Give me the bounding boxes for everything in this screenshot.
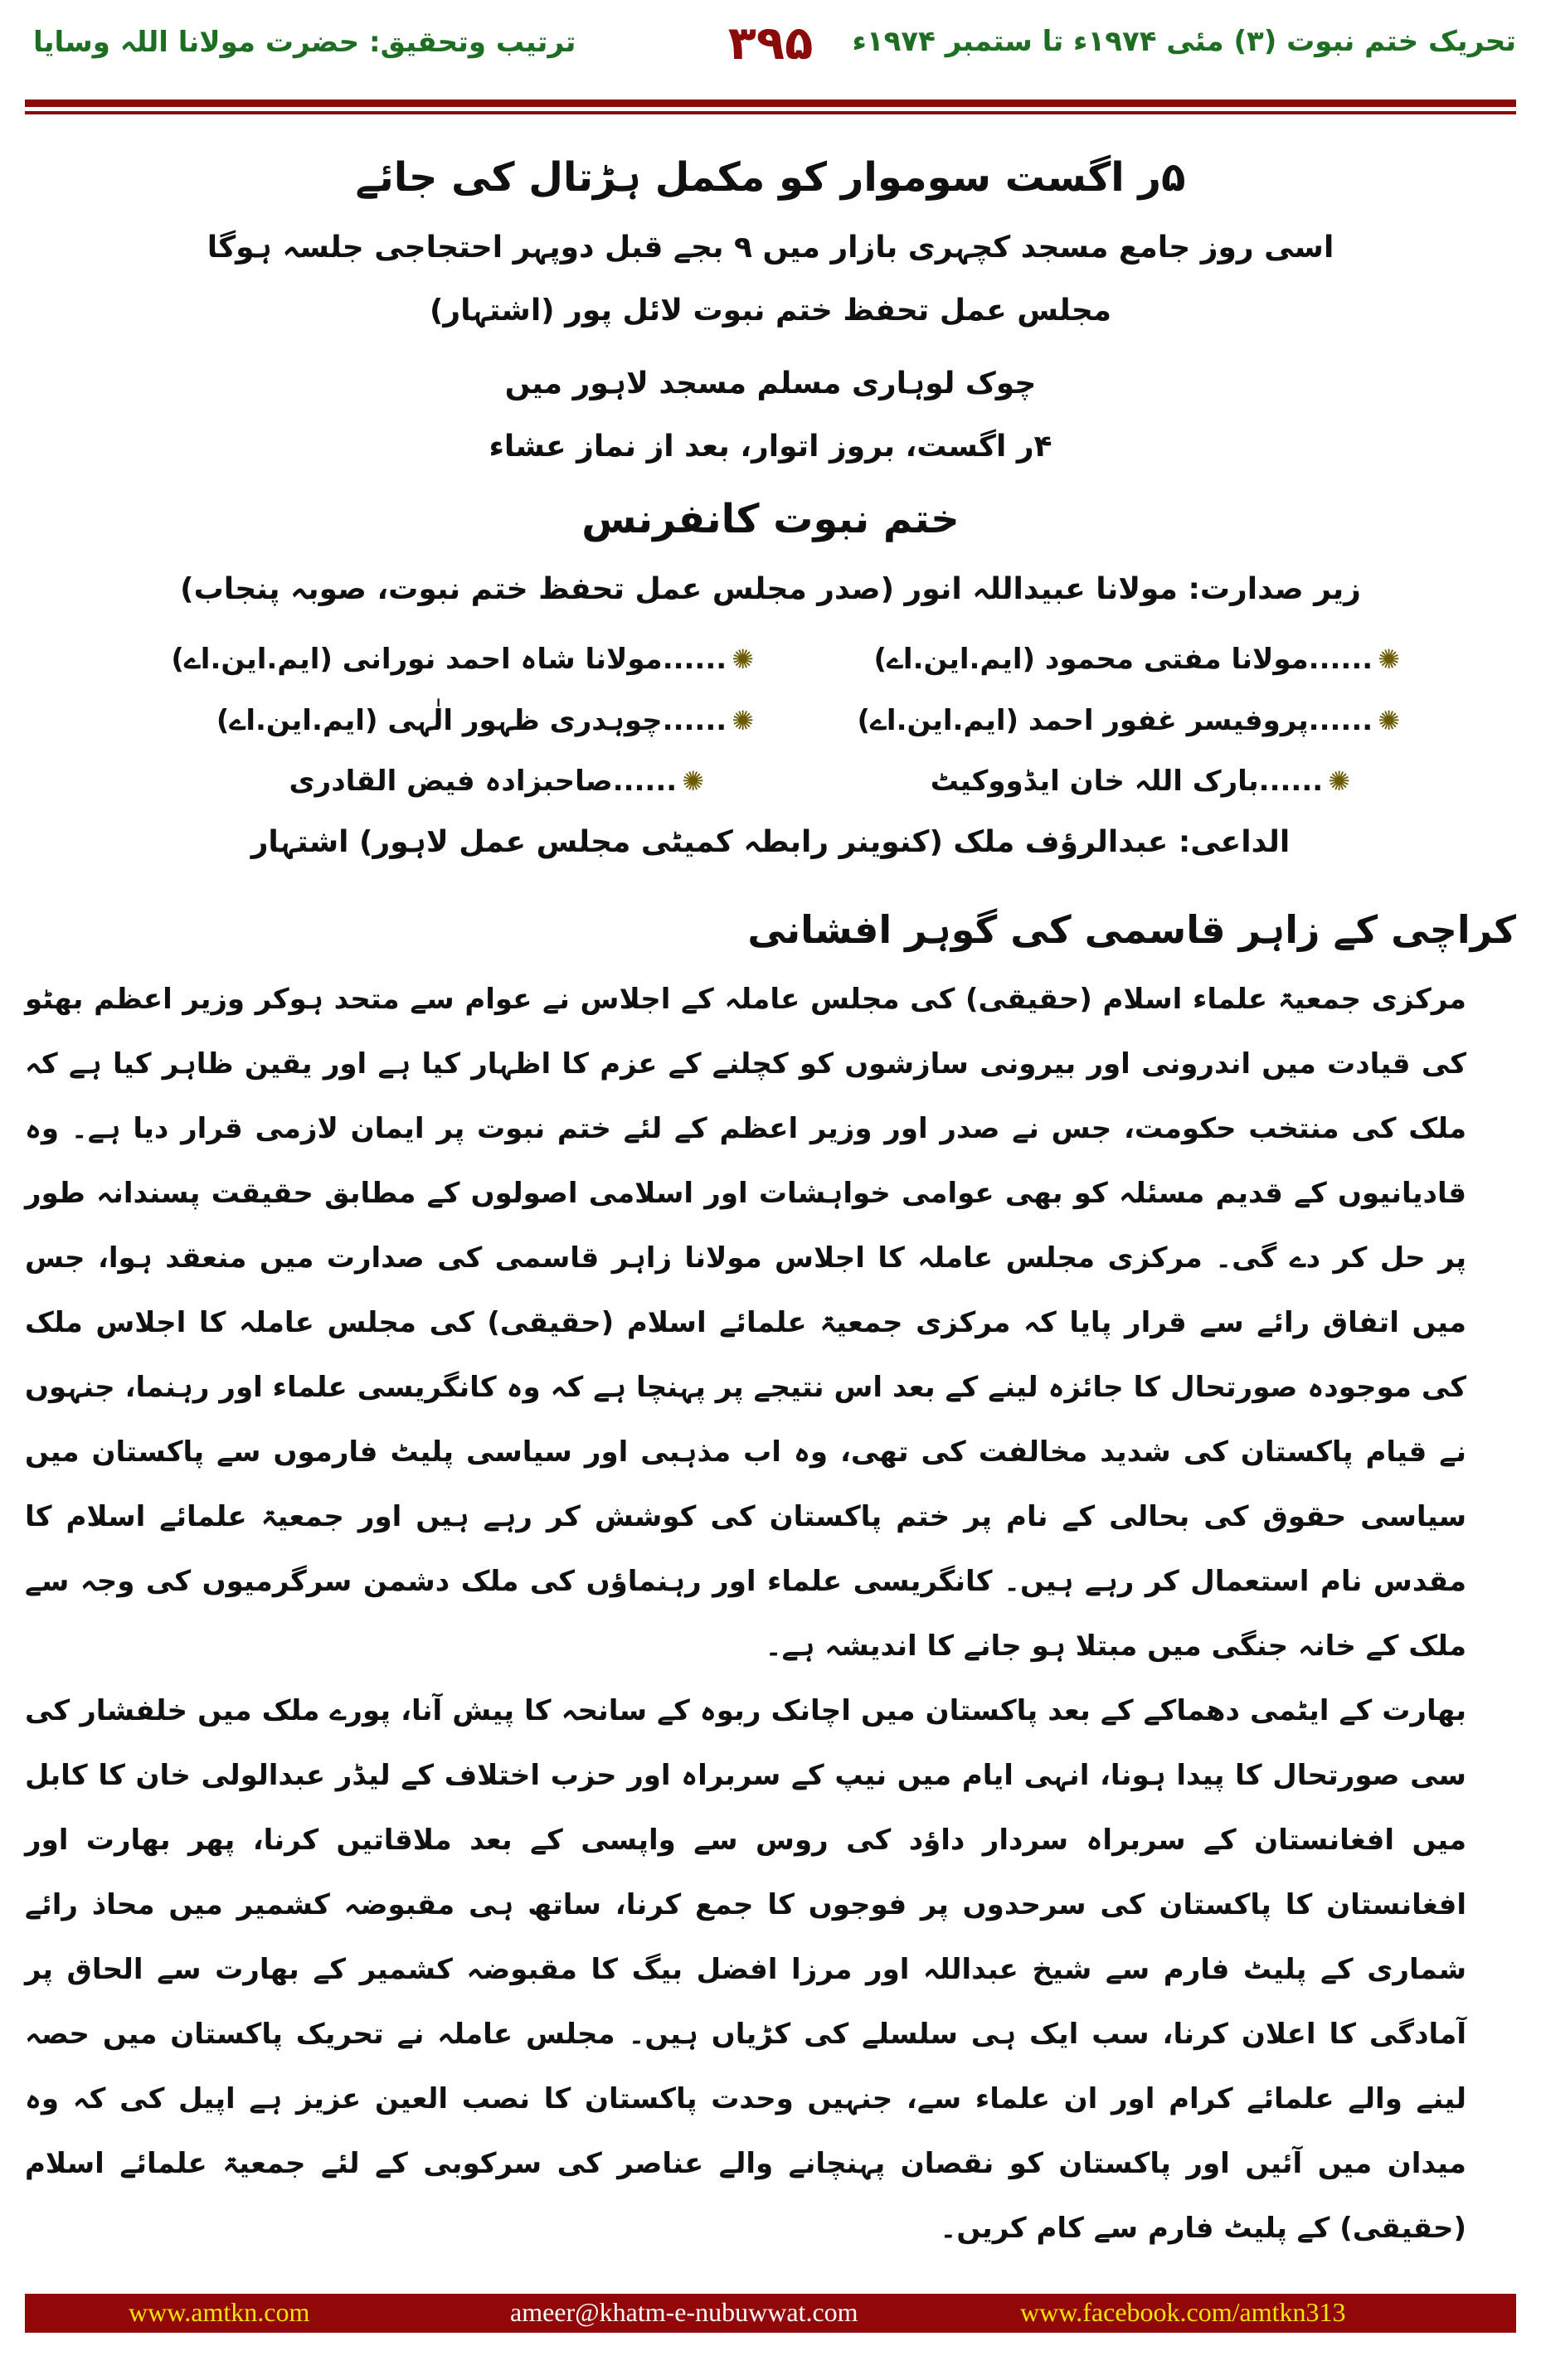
page-content: [25, 148, 1516, 2261]
flower-bullet-icon: ✺: [1378, 644, 1400, 675]
article-line: کڑیاں ہیں۔ مجلس عاملہ نے تحریک پاکستان میں حصہ لینے والے علمائے کرام اور ان علماء سے، جنہیں وحدت پاکستان کا نصب العین عزیز: [25, 2017, 1466, 2115]
notice-line: اسی روز جامع مسجد کچہری بازار میں ۹ بجے قبل دوپہر احتجاجی جلسہ ہوگا: [207, 231, 1334, 265]
speaker-item: [141, 762, 754, 802]
article-line: ہونا، انہی ایام میں نیپ کے سربراہ اور حزب اختلاف کے لیڈر عبدالولی خان کا کابل میں افغانستان کے سربراہ سردار داؤد کی روس سے: [25, 1758, 1466, 1857]
notice-title: ۵ر اگست سوموار کو مکمل ہڑتال کی جائے: [355, 154, 1186, 201]
email-link[interactable]: ameer@khatm-e-nubuwwat.com: [510, 2296, 858, 2327]
inviter: الداعی: عبدالرؤف ملک (کنوینر رابطہ کمیٹی مجلس عمل لاہور) اشتہار: [250, 824, 1291, 859]
article-line: لازمی قرار دیا ہے۔ وہ قادیانیوں کے قدیم مسئلہ کو بھی عوامی خواہشات اور اسلامی اصولوں کے مطابق حقیقت پسندانہ طور پر حل کر دے گی۔: [25, 1111, 1466, 1275]
venue: چوک لوہاری مسلم مسجد لاہور میں: [504, 367, 1037, 401]
speaker-name: ......چوہدری ظہور الٰہی (ایم.این.اے): [216, 703, 727, 737]
event-date: ۴ر اگست، بروز اتوار، بعد از نماز عشاء: [489, 430, 1052, 464]
article-paragraph: [25, 1678, 1516, 2261]
notice-line: مجلس عمل تحفظ ختم نبوت لائل پور (اشتہار): [429, 294, 1112, 328]
article-paragraph: [25, 967, 1516, 1678]
article-line: مرکزی جمعیۃ علماء اسلام (حقیقی) کی مجلس عاملہ کے اجلاس نے عوام سے متحد ہوکر وزیر اعظم بھٹو کی قیادت میں اندرونی اور بیرونی: [25, 982, 1466, 1081]
article-line: فارم سے کام کریں۔: [940, 2211, 1214, 2245]
presided-by: زیر صدارت: مولانا عبیداللہ انور (صدر مجلس عمل تحفظ ختم نبوت، صوبہ پنجاب): [180, 572, 1361, 606]
speaker-list: [141, 640, 1400, 802]
speaker-name: ......بارک اللہ خان ایڈووکیٹ: [930, 765, 1324, 799]
flower-bullet-icon: ✺: [732, 704, 754, 736]
article-line: (حقیقی) کی مجلس عاملہ کا اجلاس ملک کی موجودہ صورتحال کا جائزہ لینے کے بعد اس نتیجے پر پہنچا ہے کہ وہ کانگریسی علماء اور رہنما، جنہوں نے: [25, 1305, 1466, 1469]
speaker-name: ......مولانا مفتی محمود (ایم.این.اے): [873, 643, 1373, 676]
article-line: بھارت کے ایٹمی دھماکے کے بعد پاکستان میں اچانک ربوہ کے سانحہ کا پیش آنا، پورے ملک میں خلفشار کی سی صورتحال کا پیدا: [25, 1693, 1466, 1792]
flower-bullet-icon: ✺: [1328, 765, 1350, 798]
article-heading: کراچی کے زاہر قاسمی کی گوہر افشانی: [747, 906, 1516, 952]
article-line: قیام پاکستان کی شدید مخالفت کی تھی، وہ اب مذہبی اور سیاسی پلیٹ فارموں سے پاکستان میں سیاسی حقوق کی بحالی کے نام پر ختم پاکستان کی: [25, 1435, 1467, 1533]
compiler-credit: ترتیب وتحقیق: حضرت مولانا اللہ وسایا: [33, 26, 576, 59]
footer-bar: [25, 2294, 1516, 2333]
conference-title: ختم نبوت کانفرنس: [581, 496, 960, 542]
speaker-name: ......پروفیسر غفور احمد (ایم.این.اے): [857, 703, 1373, 737]
article-line: شماری کے پلیٹ فارم سے شیخ عبداللہ اور مرزا افضل بیگ کا مقبوضہ کشمیر کے بھارت سے الحاق پر آمادگی کا اعلان کرنا، سب ایک ہی سلسلے کی: [25, 1952, 1466, 2051]
speaker-item: [787, 640, 1400, 680]
speaker-item: [141, 640, 754, 680]
speaker-name: ......صاحبزادہ فیض القادری: [289, 765, 678, 799]
article-line: کوشش کر رہے ہیں اور جمعیۃ علمائے اسلام کا مقدس نام استعمال کر رہے ہیں۔ کانگریسی علماء اور رہنماؤں کی ملک دشمن سرگرمیوں کی وجہ سے: [25, 1499, 1466, 1598]
speaker-item: [787, 762, 1400, 802]
article-line: ملک کے خانہ جنگی میں مبتلا ہو جانے کا اندیشہ ہے۔: [765, 1629, 1466, 1663]
flower-bullet-icon: ✺: [682, 765, 704, 798]
speaker-name: ......مولانا شاہ احمد نورانی (ایم.این.اے): [171, 643, 727, 676]
article-line: ہے اپیل کی کہ وہ میدان میں آئیں اور پاکستان کو نقصان پہنچانے والے عناصر کی سرکوبی کے لئے جمعیۃ علمائے اسلام (حقیقی) کے پلیٹ: [25, 2081, 1466, 2245]
website-link[interactable]: www.amtkn.com: [129, 2296, 310, 2327]
speaker-item: [141, 702, 754, 741]
book-title: تحریک ختم نبوت (۳) مئی ۱۹۷۴ء تا ستمبر ۱۹۷۴ء: [852, 25, 1516, 58]
header-divider-thin: [25, 111, 1516, 114]
flower-bullet-icon: ✺: [1378, 704, 1400, 736]
article-line: واپسی کے بعد ملاقاتیں کرنا، پھر بھارت اور افغانستان کا پاکستان کی سرحدوں پر فوجوں کا جمع کرنا، ساتھ ہی مقبوضہ کشمیر میں محاذ رائے: [25, 1823, 1466, 1921]
page-header: [0, 0, 1541, 100]
facebook-link[interactable]: www.facebook.com/amtkn313: [1020, 2296, 1346, 2327]
speaker-item: [787, 702, 1400, 741]
flower-bullet-icon: ✺: [732, 644, 754, 675]
article-body: [25, 967, 1516, 2261]
article-line: مرکزی مجلس عاملہ کا اجلاس مولانا زاہر قاسمی کی صدارت میں منعقد ہوا، جس میں اتفاق رائے سے قرار پایا کہ مرکزی جمعیۃ علمائے اسلام: [25, 1241, 1466, 1339]
article-line: سازشوں کو کچلنے کے عزم کا اظہار کیا ہے اور یقین ظاہر کیا ہے کہ ملک کی منتخب حکومت، جس نے صدر اور وزیر اعظم کے لئے ختم نبوت پر ایمان: [25, 1047, 1466, 1145]
page-number: ۳۹۵: [727, 17, 814, 70]
header-divider: [25, 100, 1516, 107]
